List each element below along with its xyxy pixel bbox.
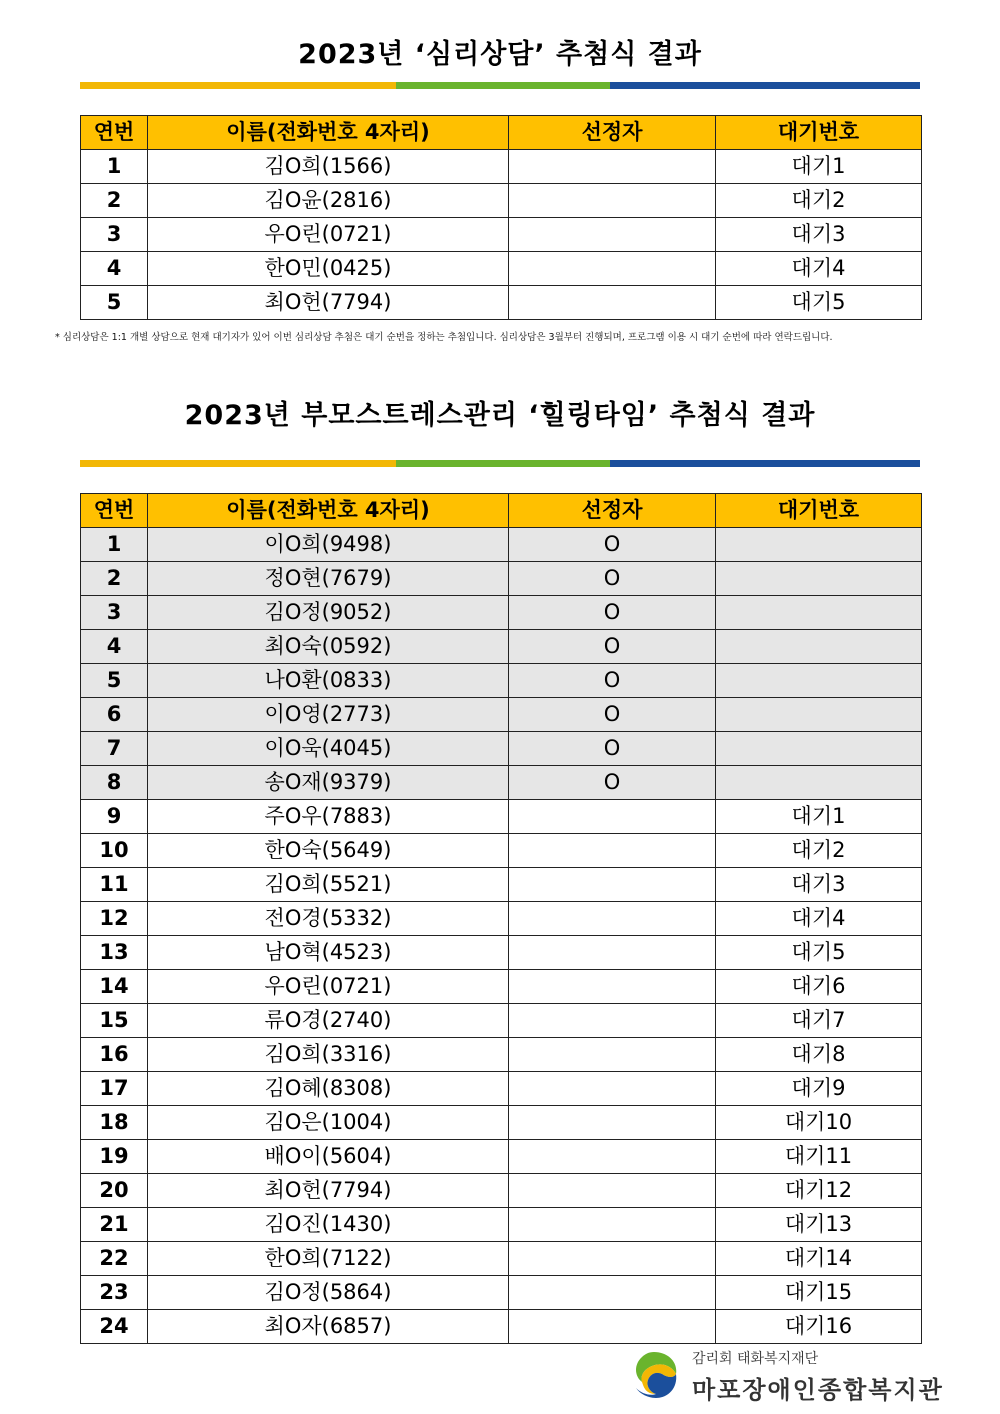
- wait-number: 대기4: [716, 902, 922, 936]
- table-row: [81, 698, 922, 732]
- wait-number: [716, 562, 922, 596]
- row-number: 6: [81, 698, 148, 732]
- section1-divider: [80, 82, 920, 89]
- wait-number: 대기7: [716, 1004, 922, 1038]
- row-number: 5: [81, 286, 148, 320]
- header-no: 연번: [81, 494, 148, 528]
- wait-number: 대기5: [716, 936, 922, 970]
- applicant-name: 정O현(7679): [148, 562, 509, 596]
- table-header-row: [81, 116, 922, 150]
- selected-mark: [509, 1072, 716, 1106]
- wait-number: 대기14: [716, 1242, 922, 1276]
- header-wait: 대기번호: [716, 116, 922, 150]
- row-number: 22: [81, 1242, 148, 1276]
- row-number: 5: [81, 664, 148, 698]
- selected-mark: [509, 184, 716, 218]
- selected-mark: O: [509, 664, 716, 698]
- section2-divider: [80, 460, 920, 467]
- selected-mark: O: [509, 596, 716, 630]
- applicant-name: 김O혜(8308): [148, 1072, 509, 1106]
- selected-mark: [509, 936, 716, 970]
- selected-mark: [509, 1276, 716, 1310]
- applicant-name: 배O이(5604): [148, 1140, 509, 1174]
- wait-number: 대기16: [716, 1310, 922, 1344]
- selected-mark: [509, 1004, 716, 1038]
- wait-number: 대기3: [716, 868, 922, 902]
- applicant-name: 김O정(5864): [148, 1276, 509, 1310]
- wait-number: 대기5: [716, 286, 922, 320]
- wait-number: [716, 664, 922, 698]
- row-number: 14: [81, 970, 148, 1004]
- table-row: [81, 596, 922, 630]
- selected-mark: O: [509, 698, 716, 732]
- applicant-name: 김O희(3316): [148, 1038, 509, 1072]
- row-number: 3: [81, 596, 148, 630]
- wait-number: 대기12: [716, 1174, 922, 1208]
- row-number: 18: [81, 1106, 148, 1140]
- row-number: 17: [81, 1072, 148, 1106]
- row-number: 4: [81, 252, 148, 286]
- table-row: [81, 970, 922, 1004]
- footer-org-name: 마포장애인종합복지관: [692, 1375, 944, 1404]
- selected-mark: [509, 1310, 716, 1344]
- row-number: 2: [81, 562, 148, 596]
- wait-number: [716, 596, 922, 630]
- table-row: [81, 150, 922, 184]
- selected-mark: O: [509, 766, 716, 800]
- wait-number: [716, 528, 922, 562]
- selected-mark: O: [509, 630, 716, 664]
- wait-number: [716, 630, 922, 664]
- selected-mark: [509, 800, 716, 834]
- selected-mark: [509, 902, 716, 936]
- table-row: [81, 1140, 922, 1174]
- wait-number: 대기4: [716, 252, 922, 286]
- applicant-name: 송O재(9379): [148, 766, 509, 800]
- wait-number: 대기2: [716, 834, 922, 868]
- applicant-name: 나O환(0833): [148, 664, 509, 698]
- table-row: [81, 766, 922, 800]
- row-number: 21: [81, 1208, 148, 1242]
- applicant-name: 한O희(7122): [148, 1242, 509, 1276]
- row-number: 23: [81, 1276, 148, 1310]
- table-row: [81, 562, 922, 596]
- table-row: [81, 1004, 922, 1038]
- table-row: [81, 1276, 922, 1310]
- row-number: 20: [81, 1174, 148, 1208]
- applicant-name: 김O진(1430): [148, 1208, 509, 1242]
- row-number: 8: [81, 766, 148, 800]
- section2-title: 2023년 부모스트레스관리 ‘힐링타임’ 추첨식 결과: [184, 400, 816, 431]
- wait-number: [716, 698, 922, 732]
- wait-number: 대기3: [716, 218, 922, 252]
- row-number: 11: [81, 868, 148, 902]
- table-row: [81, 868, 922, 902]
- section1-title: 2023년 ‘심리상담’ 추첨식 결과: [298, 39, 702, 70]
- table-row: [81, 630, 922, 664]
- wait-number: 대기9: [716, 1072, 922, 1106]
- header-wait: 대기번호: [716, 494, 922, 528]
- table-row: [81, 1208, 922, 1242]
- wait-number: 대기15: [716, 1276, 922, 1310]
- applicant-name: 최O헌(7794): [148, 286, 509, 320]
- selected-mark: [509, 1106, 716, 1140]
- counseling-result-table: [80, 115, 922, 320]
- row-number: 12: [81, 902, 148, 936]
- row-number: 10: [81, 834, 148, 868]
- wait-number: [716, 732, 922, 766]
- applicant-name: 우O린(0721): [148, 970, 509, 1004]
- applicant-name: 남O혁(4523): [148, 936, 509, 970]
- applicant-name: 이O욱(4045): [148, 732, 509, 766]
- row-number: 1: [81, 528, 148, 562]
- selected-mark: [509, 1140, 716, 1174]
- row-number: 1: [81, 150, 148, 184]
- applicant-name: 류O경(2740): [148, 1004, 509, 1038]
- wait-number: 대기1: [716, 800, 922, 834]
- selected-mark: [509, 150, 716, 184]
- selected-mark: [509, 1174, 716, 1208]
- table-row: [81, 218, 922, 252]
- wait-number: 대기1: [716, 150, 922, 184]
- row-number: 13: [81, 936, 148, 970]
- table-row: [81, 252, 922, 286]
- applicant-name: 최O헌(7794): [148, 1174, 509, 1208]
- row-number: 9: [81, 800, 148, 834]
- selected-mark: [509, 286, 716, 320]
- table-row: [81, 664, 922, 698]
- row-number: 2: [81, 184, 148, 218]
- selected-mark: O: [509, 732, 716, 766]
- applicant-name: 이O희(9498): [148, 528, 509, 562]
- table-row: [81, 286, 922, 320]
- applicant-name: 김O정(9052): [148, 596, 509, 630]
- applicant-name: 최O자(6857): [148, 1310, 509, 1344]
- applicant-name: 우O린(0721): [148, 218, 509, 252]
- applicant-name: 김O희(5521): [148, 868, 509, 902]
- wait-number: 대기2: [716, 184, 922, 218]
- header-no: 연번: [81, 116, 148, 150]
- wait-number: 대기13: [716, 1208, 922, 1242]
- row-number: 16: [81, 1038, 148, 1072]
- section1-note: * 심리상담은 1:1 개별 상담으로 현재 대기자가 있어 이번 심리상담 추첨은 대기 순번을 정하는 추첨입니다. 심리상담은 3월부터 진행되며, 프로그램 이용 시 대기 순번에 따라 연락드립니다.: [55, 332, 833, 343]
- applicant-name: 한O숙(5649): [148, 834, 509, 868]
- selected-mark: [509, 1038, 716, 1072]
- selected-mark: O: [509, 528, 716, 562]
- selected-mark: [509, 970, 716, 1004]
- table-row: [81, 834, 922, 868]
- selected-mark: [509, 218, 716, 252]
- table-row: [81, 1038, 922, 1072]
- header-selected: 선정자: [509, 494, 716, 528]
- table-row: [81, 1072, 922, 1106]
- wait-number: [716, 766, 922, 800]
- table-row: [81, 1106, 922, 1140]
- footer-subtitle: 감리회 태화복지재단: [692, 1351, 819, 1367]
- applicant-name: 김O희(1566): [148, 150, 509, 184]
- table-row: [81, 800, 922, 834]
- foundation-logo-icon: [628, 1348, 680, 1402]
- row-number: 24: [81, 1310, 148, 1344]
- header-name: 이름(전화번호 4자리): [148, 494, 509, 528]
- table-row: [81, 1174, 922, 1208]
- table-row: [81, 1242, 922, 1276]
- selected-mark: O: [509, 562, 716, 596]
- table-row: [81, 184, 922, 218]
- table-header-row: [81, 494, 922, 528]
- applicant-name: 한O민(0425): [148, 252, 509, 286]
- applicant-name: 최O숙(0592): [148, 630, 509, 664]
- wait-number: 대기10: [716, 1106, 922, 1140]
- selected-mark: [509, 1208, 716, 1242]
- applicant-name: 김O은(1004): [148, 1106, 509, 1140]
- row-number: 4: [81, 630, 148, 664]
- footer-logo: [628, 1346, 958, 1406]
- applicant-name: 주O우(7883): [148, 800, 509, 834]
- table-row: [81, 528, 922, 562]
- applicant-name: 이O영(2773): [148, 698, 509, 732]
- selected-mark: [509, 252, 716, 286]
- table-row: [81, 936, 922, 970]
- row-number: 7: [81, 732, 148, 766]
- healing-time-result-table: [80, 493, 922, 1344]
- wait-number: 대기8: [716, 1038, 922, 1072]
- applicant-name: 김O윤(2816): [148, 184, 509, 218]
- wait-number: 대기11: [716, 1140, 922, 1174]
- row-number: 15: [81, 1004, 148, 1038]
- selected-mark: [509, 1242, 716, 1276]
- table-row: [81, 732, 922, 766]
- table-row: [81, 902, 922, 936]
- row-number: 19: [81, 1140, 148, 1174]
- header-name: 이름(전화번호 4자리): [148, 116, 509, 150]
- applicant-name: 전O경(5332): [148, 902, 509, 936]
- selected-mark: [509, 868, 716, 902]
- header-selected: 선정자: [509, 116, 716, 150]
- wait-number: 대기6: [716, 970, 922, 1004]
- table-row: [81, 1310, 922, 1344]
- selected-mark: [509, 834, 716, 868]
- row-number: 3: [81, 218, 148, 252]
